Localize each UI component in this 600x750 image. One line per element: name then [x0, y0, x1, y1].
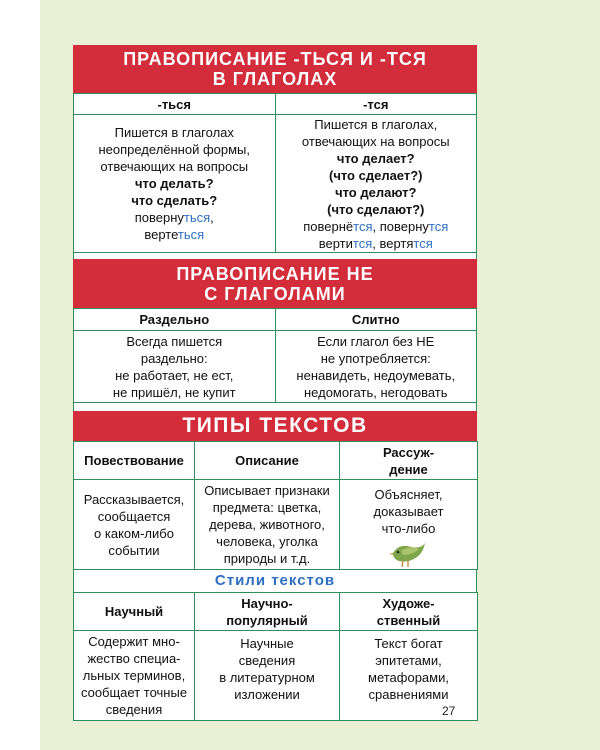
tsya-title-line2: В ГЛАГОЛАХ — [212, 69, 338, 89]
scientific-cell — [74, 631, 195, 721]
ne-title-line1: ПРАВОПИСАНИЕ НЕ — [176, 263, 374, 284]
tsya-col1-line: неопределённой формы, — [98, 142, 251, 157]
artistic-line: Текст богат — [374, 636, 443, 651]
example-stem: , вертя — [372, 235, 414, 251]
text-types-title: ТИПЫ ТЕКСТОВ — [182, 414, 368, 437]
ne-col2-line: не употребляется: — [320, 350, 431, 366]
style-header-scientific: Научный — [74, 593, 195, 631]
tsya-col1-question: что делать? — [134, 176, 214, 191]
style-header-part: Научно- — [241, 595, 293, 611]
text-type-header — [340, 442, 478, 480]
reasoning-line: что-либо — [381, 521, 436, 536]
tsya-col2-header: -тся — [275, 94, 477, 115]
example-ending: ться — [183, 210, 211, 225]
tsya-col1-header: -ться — [74, 94, 276, 115]
example-ending: тся — [413, 235, 433, 251]
text-type-header-part: Рассуж- — [382, 444, 435, 460]
tsya-col2-example — [278, 218, 475, 235]
example-stem: поверну — [134, 210, 184, 225]
scientific-line: сведения — [105, 702, 163, 717]
example-ending: тся — [353, 218, 373, 234]
style-header-part: Художе- — [382, 595, 435, 611]
tsya-col1-cell — [74, 115, 276, 253]
popular-cell — [195, 631, 340, 721]
ne-col2-line: недомогать, негодовать — [303, 384, 448, 400]
tsya-col2-cell — [275, 115, 477, 253]
popular-line: Научные — [240, 636, 294, 651]
example-stem: , поверну — [372, 218, 429, 234]
narration-line: сообщается — [97, 508, 171, 524]
reasoning-line: доказывает — [373, 504, 444, 519]
ne-col1-cell — [74, 331, 276, 403]
ne-col2-line: Если глагол без НЕ — [317, 333, 435, 349]
tsya-table — [73, 93, 477, 253]
artistic-line: сравнениями — [368, 687, 449, 702]
description-cell — [195, 480, 340, 570]
example-stem: верти — [318, 235, 353, 251]
tsya-col2-example — [278, 235, 475, 252]
scientific-line: льных терминов, — [82, 668, 186, 683]
tsya-col1-question: что сделать? — [131, 193, 218, 208]
scientific-line: сообщает точные — [80, 685, 188, 700]
example-stem: повернё — [303, 218, 354, 234]
scientific-line: Содержит мно- — [88, 634, 180, 649]
reasoning-line: Объясняет, — [374, 487, 443, 502]
tsya-col2-line: отвечающих на вопросы — [301, 133, 450, 149]
style-header-part: популярный — [226, 612, 308, 628]
section-spacer — [73, 403, 477, 411]
style-header-artistic — [340, 593, 478, 631]
tsya-col1-line: отвечающих на вопросы — [100, 159, 249, 174]
ne-title-line2: С ГЛАГОЛАМИ — [204, 283, 346, 304]
tsya-title-line1: ПРАВОПИСАНИЕ -ТЬСЯ И -ТСЯ — [123, 49, 427, 69]
example-ending: тся — [352, 235, 373, 251]
styles-table — [73, 592, 478, 721]
tsya-col2-question: (что сделают?) — [327, 201, 425, 217]
description-line: дерева, животного, — [209, 517, 325, 532]
style-header-part: ственный — [376, 612, 441, 628]
reasoning-cell — [340, 480, 478, 570]
popular-line: изложении — [234, 687, 300, 702]
tsya-col2-line: Пишется в глаголах, — [314, 116, 438, 132]
artistic-cell — [340, 631, 478, 721]
ne-col1-line: раздельно: — [140, 350, 208, 366]
ne-col1-header: Раздельно — [74, 309, 276, 331]
text-types-table — [73, 441, 478, 570]
popular-line: сведения — [238, 653, 296, 668]
artistic-line: метафорами, — [368, 670, 449, 685]
text-type-header-part: дение — [389, 461, 428, 477]
ne-col1-line: Всегда пишется — [126, 333, 223, 349]
tsya-title-banner — [73, 45, 477, 93]
ne-col1-line: не пришёл, не купит — [112, 384, 236, 400]
example-ending: ться — [177, 227, 205, 242]
popular-line: в литературном — [219, 670, 315, 685]
text-types-banner — [73, 411, 477, 441]
example-stem: верте — [144, 227, 178, 242]
tsya-col2-question: что делает? — [336, 150, 415, 166]
description-line: человека, уголка — [216, 534, 318, 549]
text-type-header: Описание — [195, 442, 340, 480]
ne-col1-line: не работает, не ест, — [115, 367, 234, 383]
scientific-line: жество специа- — [87, 651, 181, 666]
description-line: Описывает признаки — [204, 483, 330, 498]
ne-title-banner — [73, 259, 477, 308]
text-type-header: Повествование — [74, 442, 195, 480]
ne-col2-header: Слитно — [275, 309, 477, 331]
description-line: природы и т.д. — [223, 551, 311, 566]
description-line: предмета: цветка, — [212, 500, 322, 515]
artistic-line: эпитетами, — [375, 653, 442, 668]
narration-line: событии — [108, 542, 160, 558]
style-header-popular — [195, 593, 340, 631]
narration-cell — [74, 480, 195, 570]
tsya-col1-line: Пишется в глаголах — [114, 125, 234, 140]
tsya-col2-question: что делают? — [335, 184, 417, 200]
rules-sheet — [73, 45, 477, 721]
narration-line: о каком-либо — [94, 525, 174, 541]
example-punct: , — [210, 210, 214, 225]
tsya-col1-example — [76, 226, 273, 243]
ne-col2-line: ненавидеть, недоумевать, — [296, 367, 456, 383]
tsya-col2-question: (что сделает?) — [328, 167, 423, 183]
bird-icon — [389, 539, 429, 569]
ne-table — [73, 308, 477, 403]
tsya-col1-example — [76, 209, 273, 226]
styles-title: Стили текстов — [73, 570, 477, 592]
narration-line: Рассказывается, — [83, 491, 185, 507]
page-number: 27 — [442, 704, 456, 718]
ne-col2-cell — [275, 331, 477, 403]
example-ending: тся — [428, 218, 449, 234]
